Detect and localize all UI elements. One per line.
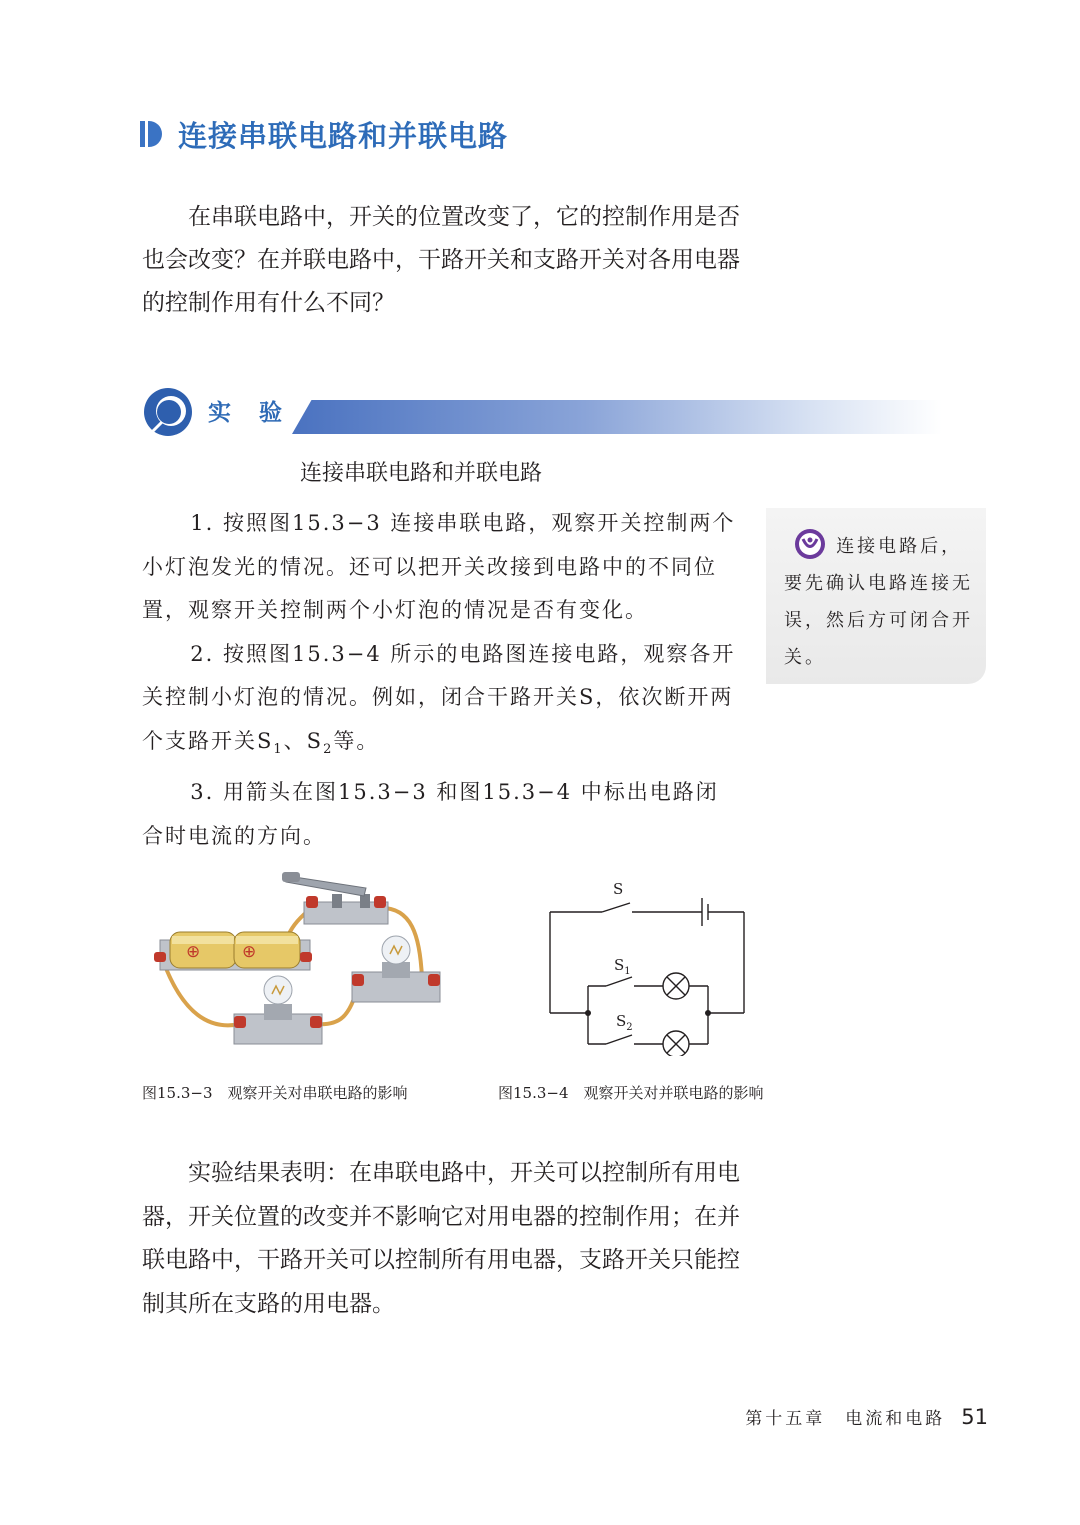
figure-caption: 图15.3−4 观察开关对并联电路的影响 [498,1084,764,1102]
step-2: 2. 按照图15.3−4 所示的电路图连接电路，观察各开关控制小灯泡的情况。例如，闭合干路开关S，依次断开两个支路开关$S_1$、$S_2$等。 [142,641,736,757]
parallel-circuit-diagram [540,876,760,1056]
knife-switch [282,872,388,924]
page-number: 51 [961,1405,988,1429]
figure-caption: 图15.3−3 观察开关对串联电路的影响 [142,1084,408,1102]
tip-text: 连接电路后，要先确认电路连接无误，然后方可闭合开关。 [784,536,973,668]
battery-plus-icon: ⊕ [242,942,257,962]
intro-paragraph [142,196,742,325]
battery-plus-icon: ⊕ [186,942,201,962]
switch-s1-label: $S_1$ [614,956,631,977]
junction-dot [705,1010,711,1016]
conclusion-paragraph [142,1152,742,1326]
tip-box [766,508,986,684]
conclusion-text: 实验结果表明：在串联电路中，开关可以控制所有用电器，开关位置的改变并不影响它对用电器的控制作用；在并联电路中，干路开关可以控制所有用电器，支路开关只能控制其所在支路的用电器。 [142,1160,740,1317]
experiment-label: 实 验 [208,400,293,426]
page-footer [745,1404,988,1429]
intro-text: 在串联电路中，开关的位置改变了，它的控制作用是否也会改变？在并联电路中，干路开关和支路开关对各用电器的控制作用有什么不同？ [142,204,740,316]
section-heading [140,112,508,156]
junction-dot [585,1010,591,1016]
step-3: 3. 用箭头在图15.3−3 和图15.3−4 中标出电路闭合时电流的方向。 [142,780,719,848]
bulb-holder [234,976,322,1044]
battery-holder [154,932,312,970]
section-title: 连接串联电路和并联电路 [178,118,509,153]
bulb-holder [352,936,440,1002]
step-1: 1. 按照图15.3−3 连接串联电路，观察开关控制两个小灯泡发光的情况。还可以把开关改接到电路中的不同位置，观察开关控制两个小灯泡的情况是否有变化。 [142,511,736,622]
experiment-steps [142,502,740,858]
switch-s-label: S [613,880,624,898]
experiment-banner [142,384,942,440]
switch-s2-label: $S_2$ [616,1012,633,1033]
series-circuit-figure [150,866,450,1056]
experiment-banner-bar [292,400,942,434]
experiment-title: 连接串联电路和并联电路 [300,461,543,486]
experiment-icon [142,384,198,440]
chapter-title: 第十五章 电流和电路 [745,1409,946,1429]
section-marker-icon [140,121,162,147]
